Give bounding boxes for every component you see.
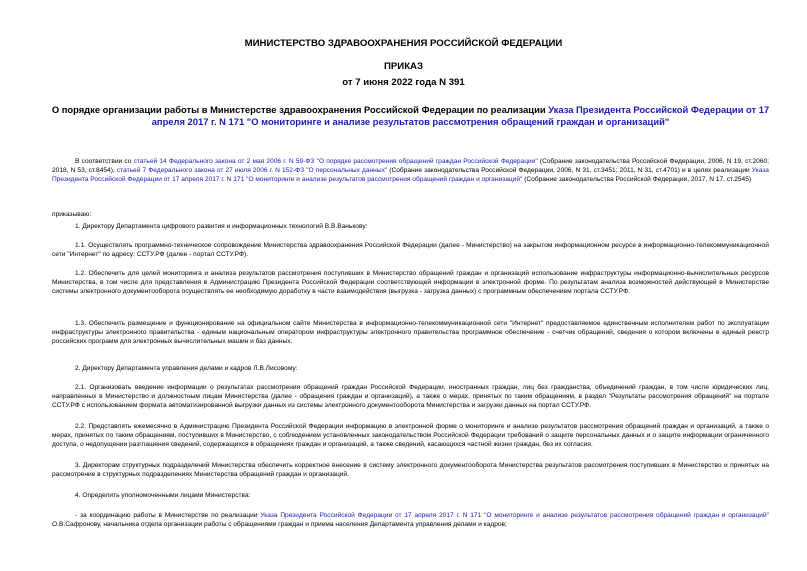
paragraph-2-1: 2.1. Организовать введение информации о результатах рассмотрения обращений граждан Российской Федерации, иностранных граждан, лиц без гражданства, объединений граждан, в том числе юридических лиц, направленных в Министерство и должностным лицам Министерства (далее - обращения граждан и организаций), а также о мерах, принятых по таким обращениям, в раздел "Результаты рассмотрения обращений" на портале ССТУ.РФ с использованием формата автоматизированной выгрузки данных из системы электронного документооборота Министерства и загрузки данных на портал ССТУ.РФ. — [52, 384, 769, 410]
paragraph-1: 1. Директору Департамента цифрового развития и информационных технологий В.В.Ванькову: — [75, 223, 368, 230]
preamble-text-4: (Собрание законодательства Российской Федерации, 2017, N 17, ст.2545) — [522, 176, 752, 184]
paragraph-2-2: 2.2. Представлять ежемесячно в Администрацию Президента Российской Федерации информацию в электронной форме о мониторинге и анализе результатов рассмотрения обращений граждан и организаций, а также о мерах, принятых по таким обращениям, поступивших в Министерство, с соблюдением установленных законодательством Российской Федерации требований о защите персональных данных и о защите информации ограниченного доступа, о недопущении разглашения сведений, содержащихся в обращениях граждан и организаций, а также сведений, касающихся частной жизни граждан, без их согласия. — [52, 423, 769, 449]
paragraph-2: 2. Директору Департамента управления делами и кадров Л.В.Лисовому: — [75, 365, 298, 372]
law-152-fz-link[interactable]: статьей 7 Федерального закона от 27 июля 2006 г. N 152-ФЗ "О персональных данных" — [116, 167, 388, 175]
preamble-text-1: В соответствии со — [75, 158, 134, 165]
law-59-fz-link[interactable]: статьей 14 Федерального закона от 2 мая 2006 г. N 59-ФЗ "О порядке рассмотрения обращений граждан Российской Федерации" — [133, 158, 538, 165]
paragraph-4-1-text-2: О.В.Сафронову, начальника отдела организации работы с обращениями граждан и приема населения Департамента управления делами и кадров; — [52, 521, 507, 529]
paragraph-1-3: 1.3. Обеспечить размещение и функционирование на официальном сайте Министерства в информационно-телекоммуникационной сети "Интернет" предоставляемое единственным исполнителем работ по эксплуатации инфраструктуры электронного правительства - единым национальным оператором инфраструктуры электронного правительства программное обеспечение - счетчик обращений, сведения о котором включены в единый реестр российских программ для электронных вычислительных машин и баз данных. — [52, 320, 769, 346]
paragraph-1-2: 1.2. Обеспечить для целей мониторинга и анализа результатов рассмотрения поступивших в Министерство обращений граждан и организаций использование инфраструктуры информационно-вычислительных ресурсов Министерства, в том числе для представления в Администрацию Президента Российской Федерации соответствующей информации в электронной форме. По результатам анализа возможностей действующей в Министерстве системы электронного документооборота осуществлять ее необходимую доработку в части взаимодействия (выгрузка - загрузка данных) с программным обеспечением портала ССТУ.РФ. — [52, 270, 769, 296]
doc-type-heading: ПРИКАЗ — [384, 61, 423, 72]
paragraph-4-1-text-1: - за координацию работы в Министерстве по реализации — [75, 512, 261, 519]
paragraph-4-1 — [52, 511, 769, 529]
paragraph-4: 4. Определить уполномоченными лицами Министерства: — [75, 492, 251, 499]
decree-171-link[interactable]: Указа Президента Российской Федерации от 17 апреля 2017 г. N 171 "О мониторинге и анализе результатов рассмотрения обращений граждан и организаций" — [52, 167, 769, 184]
paragraph-3: 3. Директорам структурных подразделений Министерства обеспечить корректное внесение в систему электронного документооборота Министерства результатов рассмотрения поступивших в Министерство и принятых на рассмотрение в структурных подразделениях Министерства обращений граждан и организаций. — [52, 462, 769, 479]
title-decree-link[interactable]: Указа Президента Российской Федерации от 17 апреля 2017 г. N 171 "О мониторинге и анализе результатов рассмотрения обращений граждан и организаций" — [151, 104, 770, 127]
preamble-text-2: (Собрание законодательства Российской Федерации, 2006, N 19, ст.2060; 2018, N 53, ст.8454), — [52, 158, 769, 175]
preamble-text-3: (Собрание законодательства Российской Федерации, 2006, N 31, ст.3451; 2011, N 31, ст.4701) и в целях реализации — [387, 167, 752, 175]
preamble-paragraph — [52, 157, 769, 185]
paragraph-1-1: 1.1. Осуществлять программно-техническое сопровождение Министерства здравоохранения Российской Федерации (далее - Министерство) на закрытом информационном ресурсе в информационно-телекоммуникационной сети "Интернет" по адресу: ССТУ.РФ (далее - портал ССТУ.РФ). — [52, 242, 769, 259]
order-word: приказываю: — [52, 211, 92, 218]
decree-171-link-2[interactable]: Указа Президента Российской Федерации от 17 апреля 2017 г. N 171 "О мониторинге и анализе результатов рассмотрения обращений граждан и организаций" — [260, 512, 769, 519]
ministry-heading: МИНИСТЕРСТВО ЗДРАВООХРАНЕНИЯ РОССИЙСКОЙ ФЕДЕРАЦИИ — [244, 38, 563, 49]
document-title — [42, 104, 779, 128]
date-number-heading: от 7 июня 2022 года N 391 — [342, 77, 465, 88]
title-text: О порядке организации работы в Министерстве здравоохранения Российской Федерации по реализации — [51, 104, 549, 115]
